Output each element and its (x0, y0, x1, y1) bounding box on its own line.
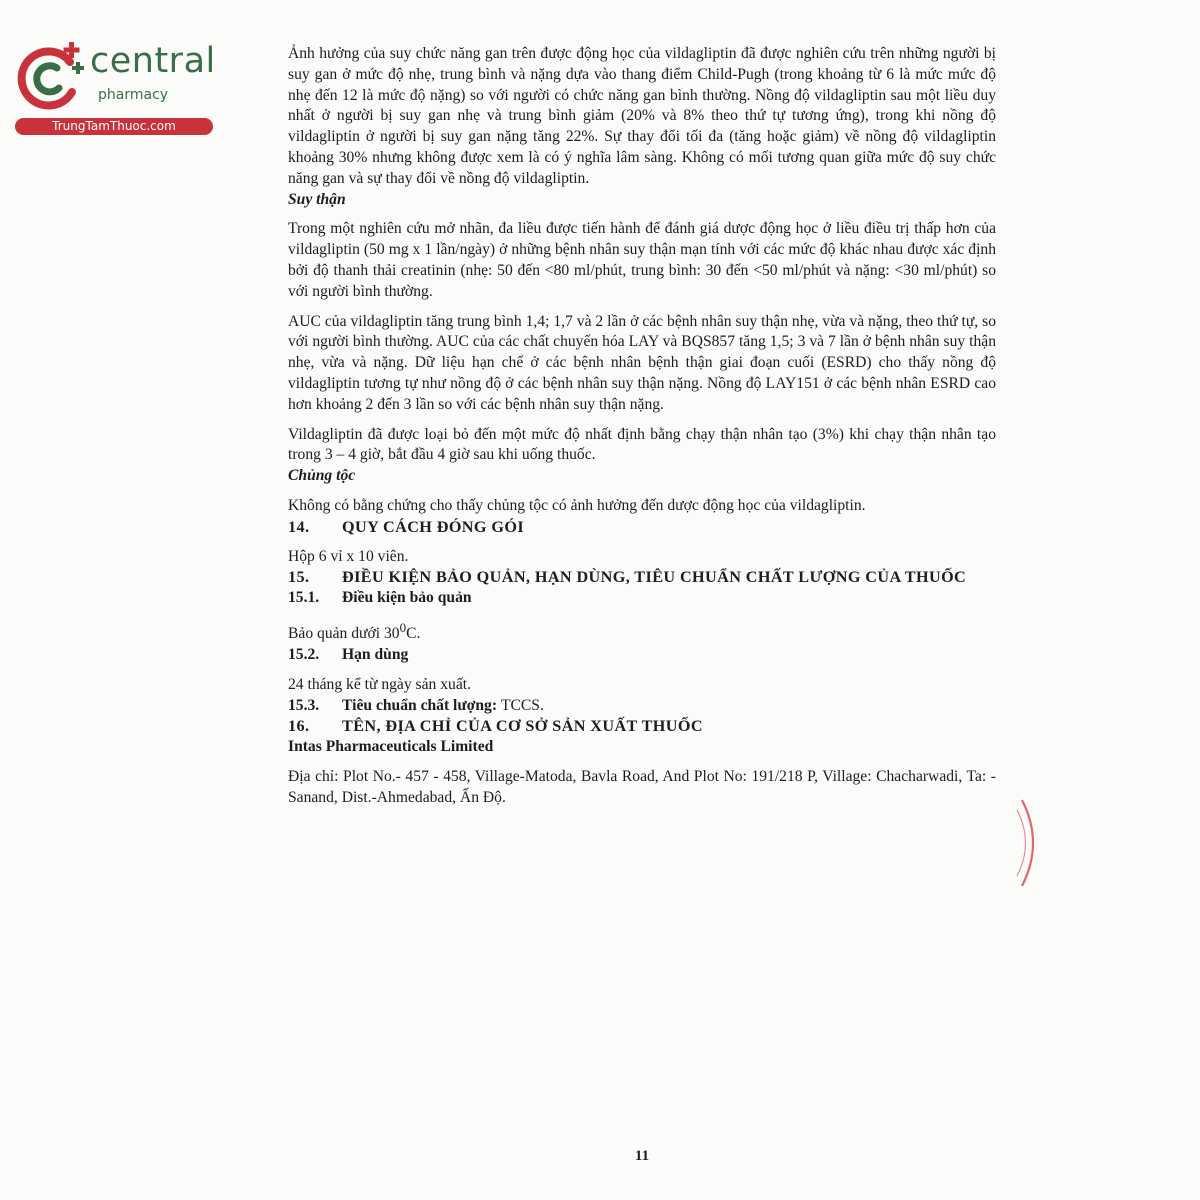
section-number: 15.3. (288, 696, 320, 714)
logo-url-badge: TrungTamThuoc.com (15, 118, 213, 135)
section-15-2-heading (288, 645, 996, 666)
section-title: ĐIỀU KIỆN BẢO QUẢN, HẠN DÙNG, TIÊU CHUẨN CHẤT LƯỢNG CỦA THUỐC (342, 568, 967, 587)
storage-text: Bảo quản dưới 30 (288, 625, 400, 643)
heading-renal: Suy thận (288, 190, 346, 208)
paragraph-dialysis: Vildagliptin đã được loại bỏ đến một mức độ nhất định bằng chạy thận nhân tạo (3%) khi chạy thận nhân tạo trong 3 – 4 giờ, bắt đầu 4 giờ sau khi uống thuốc. (288, 425, 996, 464)
degree-superscript: 0 (399, 619, 407, 635)
section-title: Hạn dùng (342, 645, 409, 663)
logo-brand-text: central (90, 41, 216, 81)
section-title: Điều kiện bảo quản (342, 589, 472, 607)
section-title: TÊN, ĐỊA CHỈ CỦA CƠ SỞ SẢN XUẤT THUỐC (342, 717, 703, 736)
section-value: TCCS. (500, 696, 544, 714)
section-15-1-heading (288, 588, 996, 609)
paragraph-race: Không có bằng chứng cho thấy chủng tộc có ảnh hưởng đến dược động học của vildagliptin. (288, 496, 866, 514)
brand-logo (10, 38, 215, 138)
logo-mark-icon (10, 38, 90, 118)
section-15-2-text: 24 tháng kể từ ngày sản xuất. (288, 675, 471, 693)
paragraph-renal-study: Trong một nghiên cứu mở nhãn, đa liều được tiến hành để đánh giá dược động học ở liều điều trị thấp hơn của vildagliptin (50 mg x 1 lần/ngày) ở những bệnh nhân suy thận mạn tính với các mức độ khác nhau được xác định bởi độ thanh thải creatinin (nhẹ: 50 đến <80 ml/phút, trung bình: 30 đến <50 ml/phút và nặng: <30 ml/phút) so với người bình thường. (288, 220, 996, 300)
section-15-heading (288, 567, 996, 588)
section-number: 15.2. (288, 645, 320, 663)
section-14-text: Hộp 6 vỉ x 10 viên. (288, 547, 409, 565)
section-15-3-heading (288, 696, 996, 717)
storage-unit: C. (406, 625, 421, 643)
paragraph-renal-auc: AUC của vildagliptin tăng trung bình 1,4; 1,7 và 2 lần ở các bệnh nhân suy thận nhẹ, vừa và nặng, theo thứ tự, so với người bình thường. AUC của các chất chuyển hóa LAY và BQS857 tăng 1,5; 3 và 7 lần ở bệnh nhân suy thận nhẹ, vừa và nặng. Dữ liệu hạn chế ở các bệnh nhân bệnh thận giai đoạn cuối (ESRD) cho thấy nồng độ vildagliptin tương tự như nồng độ ở các bệnh nhân suy thận nặng. Nồng độ LAY151 ở các bệnh nhân ESRD cao hơn khoảng 2 đến 3 lần so với các bệnh nhân suy thận nặng. (288, 312, 996, 413)
company-name: Intas Pharmaceuticals Limited (288, 738, 494, 756)
section-14-heading (288, 517, 996, 538)
logo-sub-text: pharmacy (98, 87, 169, 103)
section-number: 15.1. (288, 589, 320, 607)
stamp-mark-icon (1016, 796, 1046, 890)
heading-race: Chủng tộc (288, 467, 356, 485)
section-15-1-text (288, 618, 996, 645)
document-body (288, 44, 996, 808)
section-title: Tiêu chuẩn chất lượng: (342, 696, 498, 714)
paragraph-hepatic: Ảnh hưởng của suy chức năng gan trên được động học của vildagliptin đã được nghiên cứu trên những người bị suy gan ở mức độ nhẹ, trung bình và nặng dựa vào thang điểm Child-Pugh (trong khoảng từ 6 là mức mức độ nhẹ đến 12 là mức độ nặng) so với người có chức năng gan bình thường. Nồng độ vildagliptin sau một liều duy nhất ở người bị suy gan nhẹ và trung bình giảm (20% và 8% theo thứ tự tương ứng), trong khi nồng độ vildagliptin ở người bị suy gan nặng tăng 22%. Sự thay đổi tối đa (tăng hoặc giảm) về nồng độ vildagliptin khoảng 30% nhưng không được xem là có ý nghĩa lâm sàng. Không có mối tương quan giữa mức độ suy chức năng gan và sự thay đổi về nồng độ vildagliptin. (288, 45, 996, 187)
page-number: 11 (634, 1148, 650, 1164)
section-number: 14. (288, 517, 310, 536)
section-number: 15. (288, 568, 310, 587)
company-address: Địa chỉ: Plot No.- 457 - 458, Village-Matoda, Bavla Road, And Plot No: 191/218 P, Village: Chacharwadi, Ta: - Sanand, Dist.-Ahmedabad, Ấn Độ. (288, 767, 996, 806)
section-16-heading (288, 716, 996, 737)
section-number: 16. (288, 717, 310, 736)
section-title: QUY CÁCH ĐÓNG GÓI (342, 517, 525, 536)
